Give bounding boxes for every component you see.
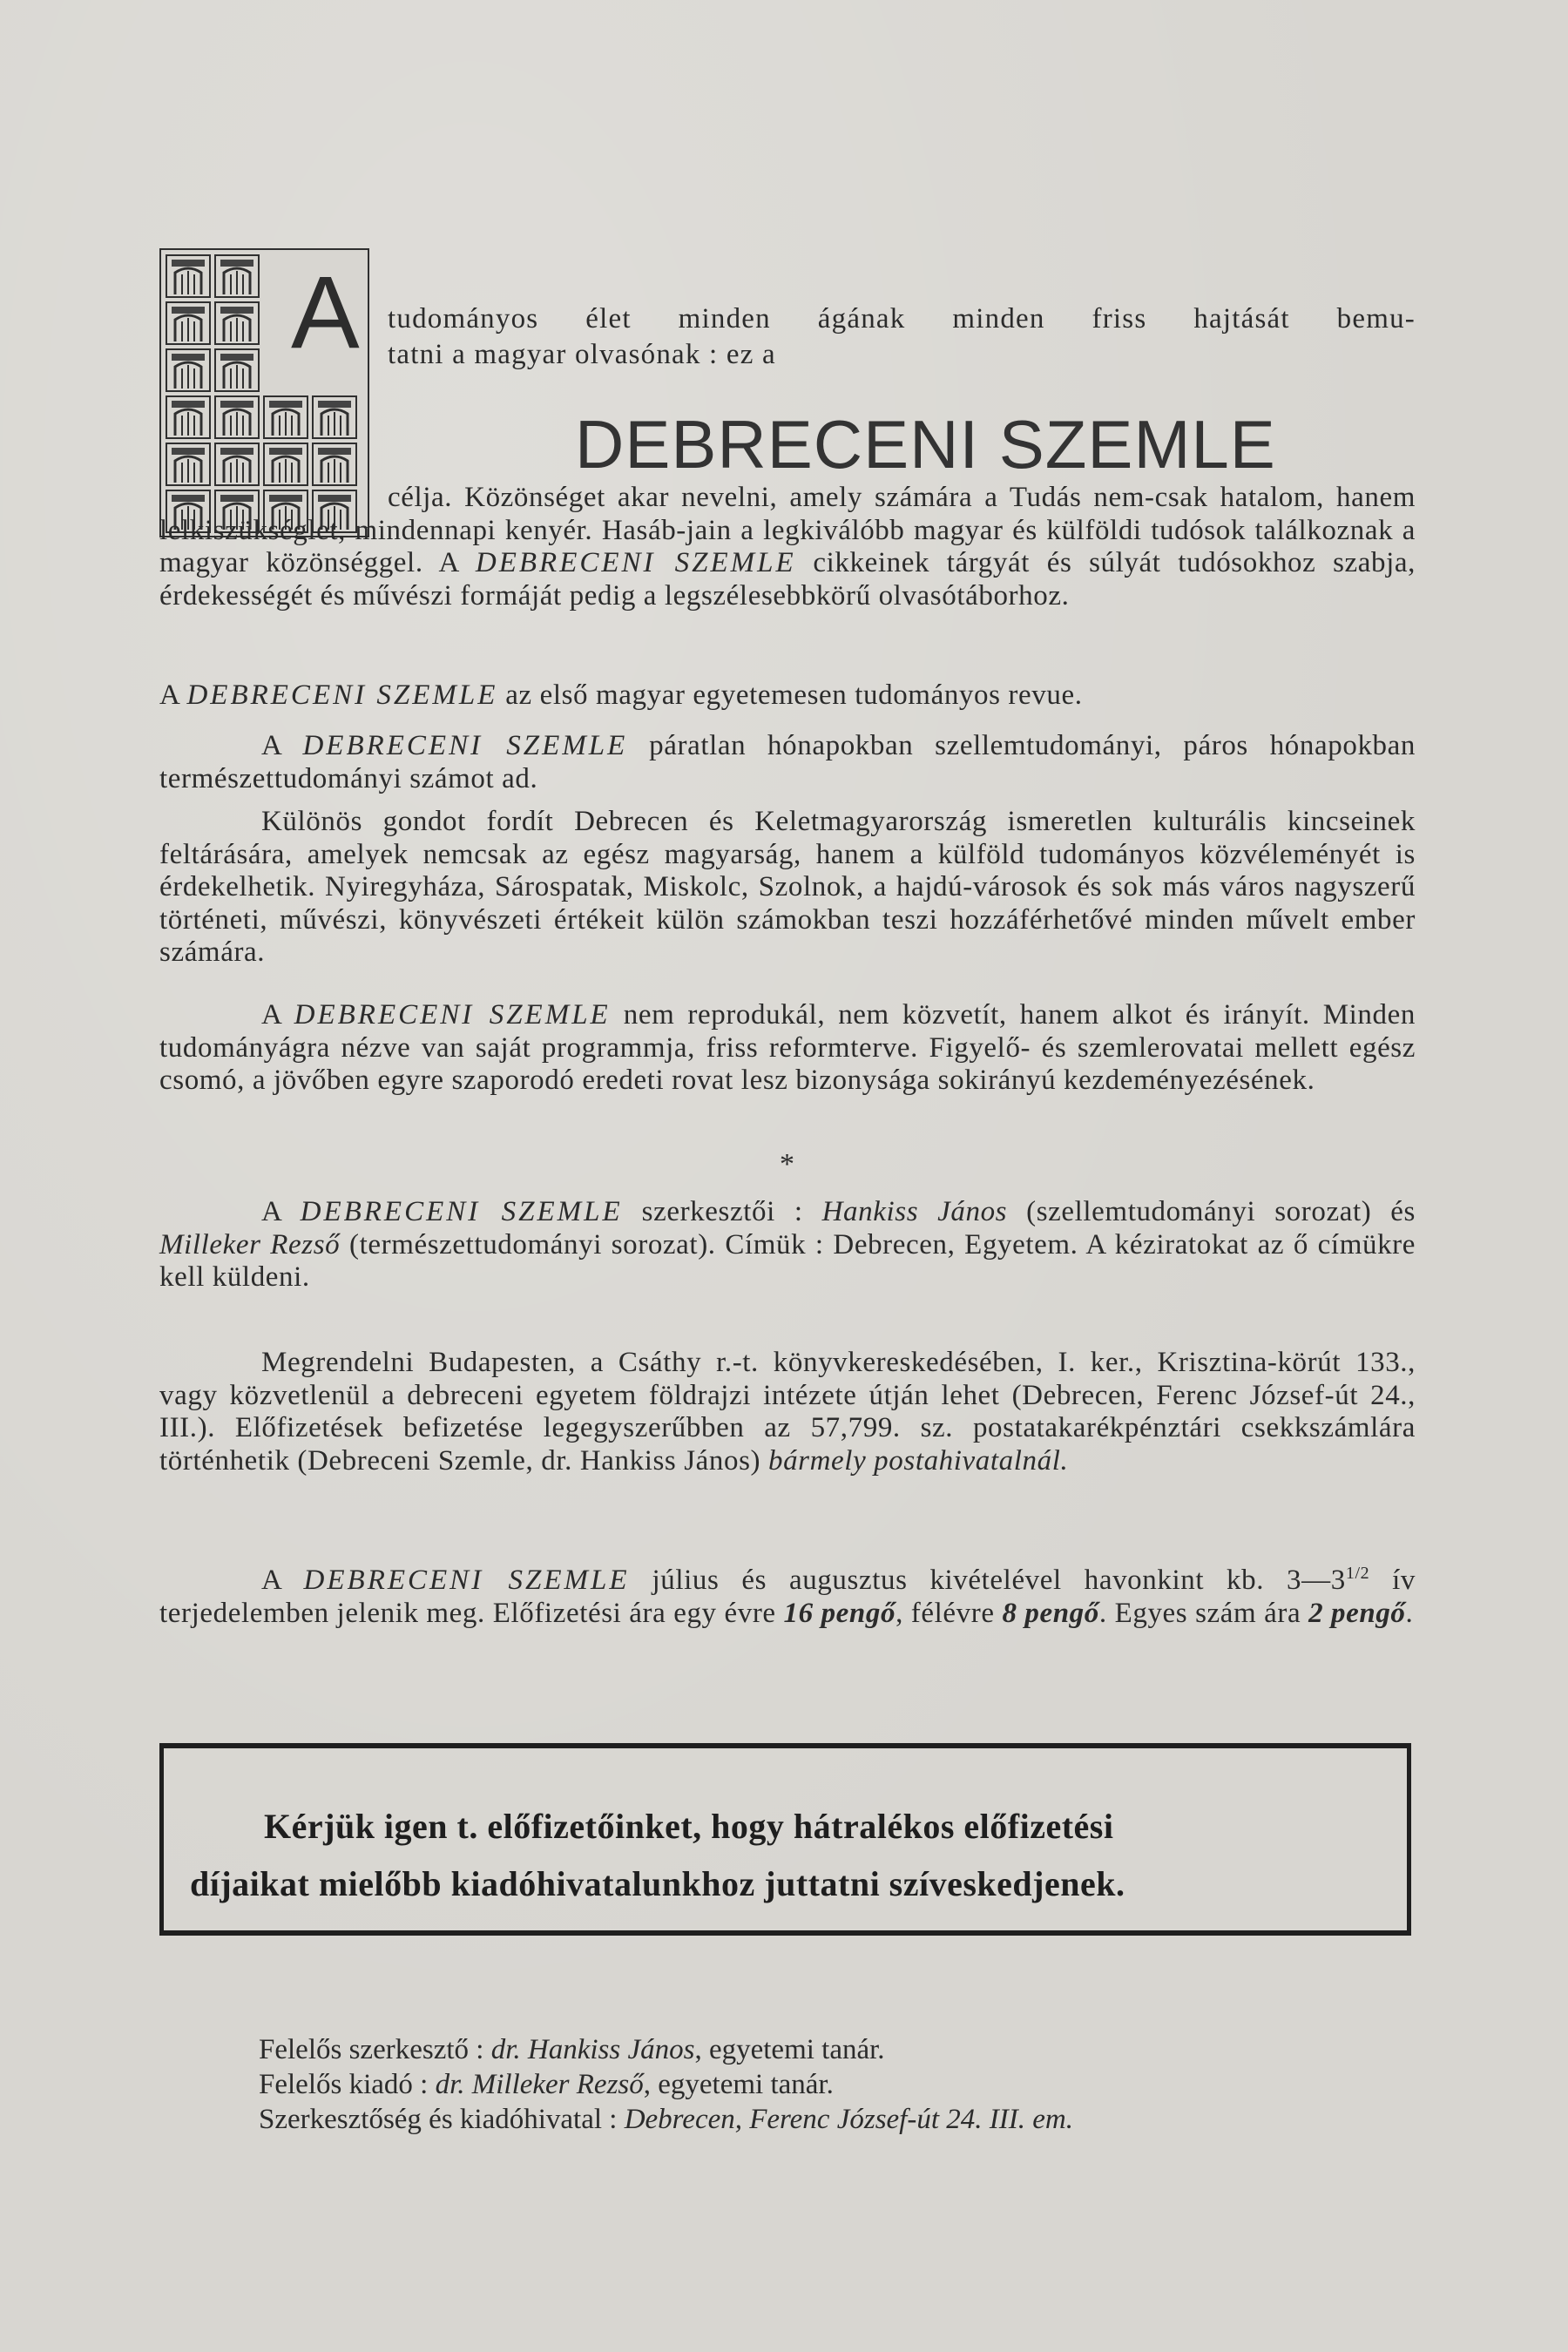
footer-publisher: Felelős kiadó : dr. Milleker Rezső, egyetemi tanár.	[259, 2069, 834, 2100]
notice-line-1: Kérjük igen t. előfizetőinket, hogy hátralékos előfizetési	[264, 1807, 1114, 1846]
footer-office: Szerkesztőség és kiadóhivatal : Debrecen, Ferenc József-út 24. III. em.	[259, 2104, 1073, 2135]
drop-cap-letter: A	[284, 261, 367, 364]
paragraph-2: A DEBRECENI SZEMLE az első magyar egyetemesen tudományos revue.	[159, 679, 1083, 711]
intro-line-2: tatni a magyar olvasónak : ez a	[388, 339, 776, 370]
paragraph-1: célja. Közönséget akar nevelni, amely számára a Tudás nem-csak hatalom, hanem lelkiszükséglet, mindennapi kenyér. Hasáb-jain a legkiválóbb magyar és külföldi tudósok találkoznak a magyar közönséggel. A DEBRECENI SZEMLE cikkeinek tárgyát és súlyát tudósokhoz szabja, érdekességét és művészi formáját pedig a legszélesebbkörű olvasótáborhoz.	[159, 482, 1416, 612]
paragraph-4: Különös gondot fordít Debrecen és Keletmagyarország ismeretlen kulturális kincseinek feltárására, amelyek nemcsak az egész magyarság, hanem a külföld tudományos közvéleményét is érdekelhetik. Nyiregyháza, Sárospatak, Miskolc, Szolnok, a hajdú-városok és sok más város nagyszerű történeti, művészi, könyvészeti értékeit külön számokban teszi hozzáférhetővé minden művelt ember számára.	[159, 806, 1416, 968]
subscription-notice-box	[159, 1743, 1411, 1936]
footer-editor: Felelős szerkesztő : dr. Hankiss János, egyetemi tanár.	[259, 2034, 885, 2065]
paragraph-pricing: A DEBRECENI SZEMLE július és augusztus kivételével havonkint kb. $3—3^{1/2}$ ív terjedelemben jelenik meg. Előfizetési ára egy évre 16 pengő, félévre 8 pengő. Egyes szám ára 2 pengő.	[159, 1564, 1416, 1629]
paragraph-ordering: Megrendelni Budapesten, a Csáthy r.-t. könyvkereskedésében, I. ker., Krisztina-körút 133., vagy közvetlenül a debreceni egyetem földrajzi intézete útján lehet (Debrecen, Ferenc József-út 24., III.). Előfizetések befizetése legegyszerűbben az 57,799. sz. postatakarékpénztári csekkszámlára történhetik (Debreceni Szemle, dr. Hankiss János) bármely postahivatalnál.	[159, 1347, 1416, 1477]
paragraph-3: A DEBRECENI SZEMLE páratlan hónapokban szellemtudományi, páros hónapokban természettudományi számot ad.	[159, 730, 1416, 794]
page-title: DEBRECENI SZEMLE	[575, 406, 1276, 483]
section-separator: *	[780, 1148, 794, 1180]
paragraph-5: A DEBRECENI SZEMLE nem reprodukál, nem közvetít, hanem alkot és irányít. Minden tudományágra nézve van saját programmja, friss reformterve. Figyelő- és szemlerovatai mellett egész csomó, a jövőben egyre szaporodó eredeti rovat lesz bizonysága sokirányú kezdeményezésének.	[159, 999, 1416, 1096]
intro-line-1: tudományos élet minden ágának minden friss hajtását bemu-	[388, 303, 1416, 335]
notice-line-2: díjaikat mielőbb kiadóhivatalunkhoz juttatni szíveskedjenek.	[190, 1864, 1125, 1903]
paragraph-editors: A DEBRECENI SZEMLE szerkesztői : Hankiss János (szellemtudományi sorozat) és Milleker Rezső (természettudományi sorozat). Címük : Debrecen, Egyetem. A kéziratokat az ő címükre kell küldeni.	[159, 1196, 1416, 1293]
notice-text	[190, 1798, 1392, 1913]
